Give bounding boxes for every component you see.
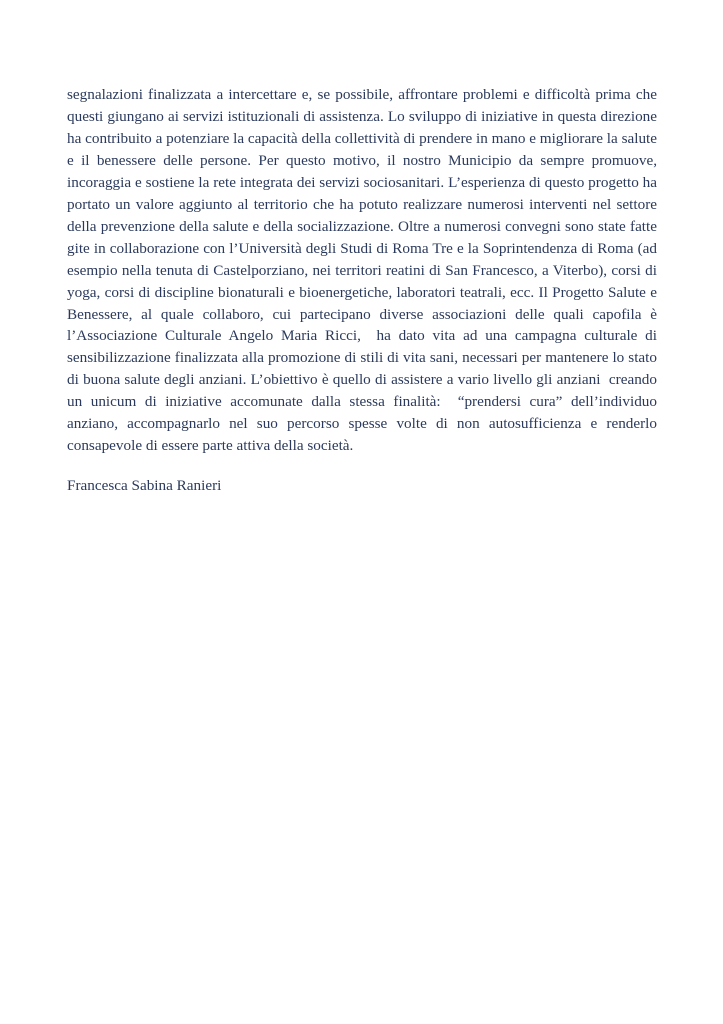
body-paragraph: segnalazioni finalizzata a intercettare e, se possibile, affrontare problemi e difficoltà prima che questi giungano ai servizi istituzionali di assistenza. Lo sviluppo di iniziative in questa direzione ha contribuito a potenziare la capacità della collettività di prendere in mano e migliorare la salute e il benessere delle persone. Per questo motivo, il nostro Municipio da sempre promuove, incoraggia e sostiene la rete integrata dei servizi sociosanitari. L’esperienza di questo progetto ha portato un valore aggiunto al territorio che ha potuto realizzare numerosi interventi nel settore della prevenzione della salute e della socializzazione. Oltre a numerosi convegni sono state fatte gite in collaborazione con l’Università degli Studi di Roma Tre e la Soprintendenza di Roma (ad esempio nella tenuta di Castelporziano, nei territori reatini di San Francesco, a Viterbo), corsi di yoga, corsi di discipline bionaturali e bioenergetiche, laboratori teatrali, ecc. Il Progetto Salute e Benessere, al quale collaboro, cui partecipano diverse associazioni delle quali capofila è l’Associazione Culturale Angelo Maria Ricci, ha dato vita ad una campagna culturale di sensibilizzazione finalizzata alla promozione di stili di vita sani, necessari per mantenere lo stato di buona salute degli anziani. L’obiettivo è quello di assistere a vario livello gli anziani creando un unicum di iniziative accomunate dalla stessa finalità: “prendersi cura” dell’individuo anziano, accompagnarlo nel suo percorso spesse volte di non autosufficienza e renderlo consapevole di essere parte attiva della società.: [67, 86, 661, 455]
signature-line: Francesca Sabina Ranieri: [67, 477, 222, 495]
text-column: [67, 84, 661, 497]
